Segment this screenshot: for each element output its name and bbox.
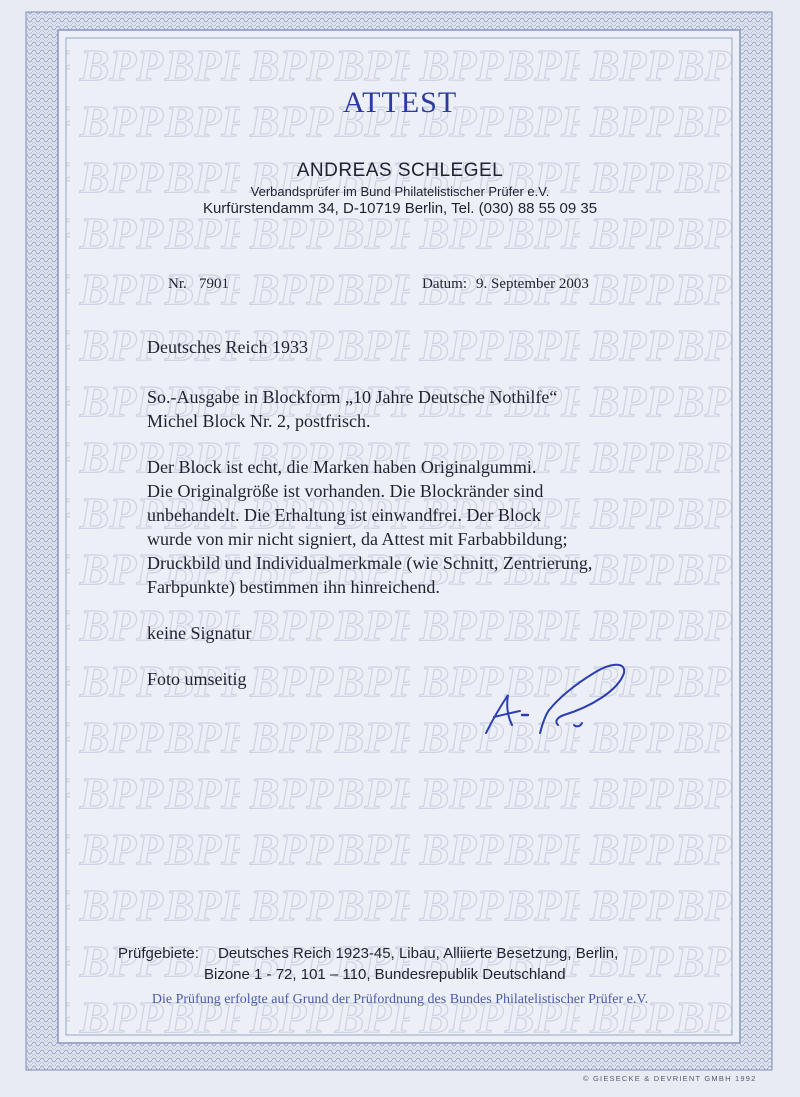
assessment-line: Farbpunkte) bestimmen ihn hinreichend. <box>147 577 440 597</box>
assessment-line: Die Originalgröße ist vorhanden. Die Blockränder sind <box>147 481 544 501</box>
photo-note: Foto umseitig <box>147 669 247 689</box>
issuer-name: ANDREAS SCHLEGEL <box>296 160 504 181</box>
issuer-address: Kurfürstendamm 34, D-10719 Berlin, Tel. (030) 88 55 09 35 <box>202 200 598 217</box>
assessment-line: wurde von mir nicht signiert, da Attest mit Farbabbildung; <box>147 529 568 549</box>
assessment-line: Druckbild und Individualmerkmale (wie Schnitt, Zentrierung, <box>147 553 593 573</box>
catalogue-reference: Michel Block Nr. 2, postfrisch. <box>147 411 371 431</box>
scope-line: Bizone 1 - 72, 101 – 110, Bundesrepublik Deutschland <box>204 966 566 983</box>
date-value: 9. September 2003 <box>476 276 589 292</box>
issue-heading: Deutsches Reich 1933 <box>147 337 308 357</box>
certificate-number: 7901 <box>199 276 229 292</box>
assessment-line: Der Block ist echt, die Marken haben Originalgummi. <box>147 457 537 477</box>
scope-label: Prüfgebiete: <box>118 945 199 962</box>
certificate-number-label: Nr. <box>168 276 187 292</box>
handwritten-signature <box>478 655 638 745</box>
issue-description: So.-Ausgabe in Blockform „10 Jahre Deutsche Nothilfe“ <box>147 387 558 407</box>
date-label: Datum: <box>422 276 467 292</box>
issuer-subtitle: Verbandsprüfer im Bund Philatelistischer Prüfer e.V. <box>250 184 550 199</box>
footer-note: Die Prüfung erfolgte auf Grund der Prüfordnung des Bundes Philatelistischer Prüfer e.V. <box>151 992 649 1007</box>
signature-note: keine Signatur <box>147 623 252 643</box>
printer-imprint: © GIESECKE & DEVRIENT GMBH 1992 <box>583 1074 757 1083</box>
document-title: ATTEST <box>342 86 458 119</box>
scope-line: Deutsches Reich 1923-45, Libau, Alliierte Besetzung, Berlin, <box>218 945 619 962</box>
assessment-line: unbehandelt. Die Erhaltung ist einwandfrei. Der Block <box>147 505 541 525</box>
